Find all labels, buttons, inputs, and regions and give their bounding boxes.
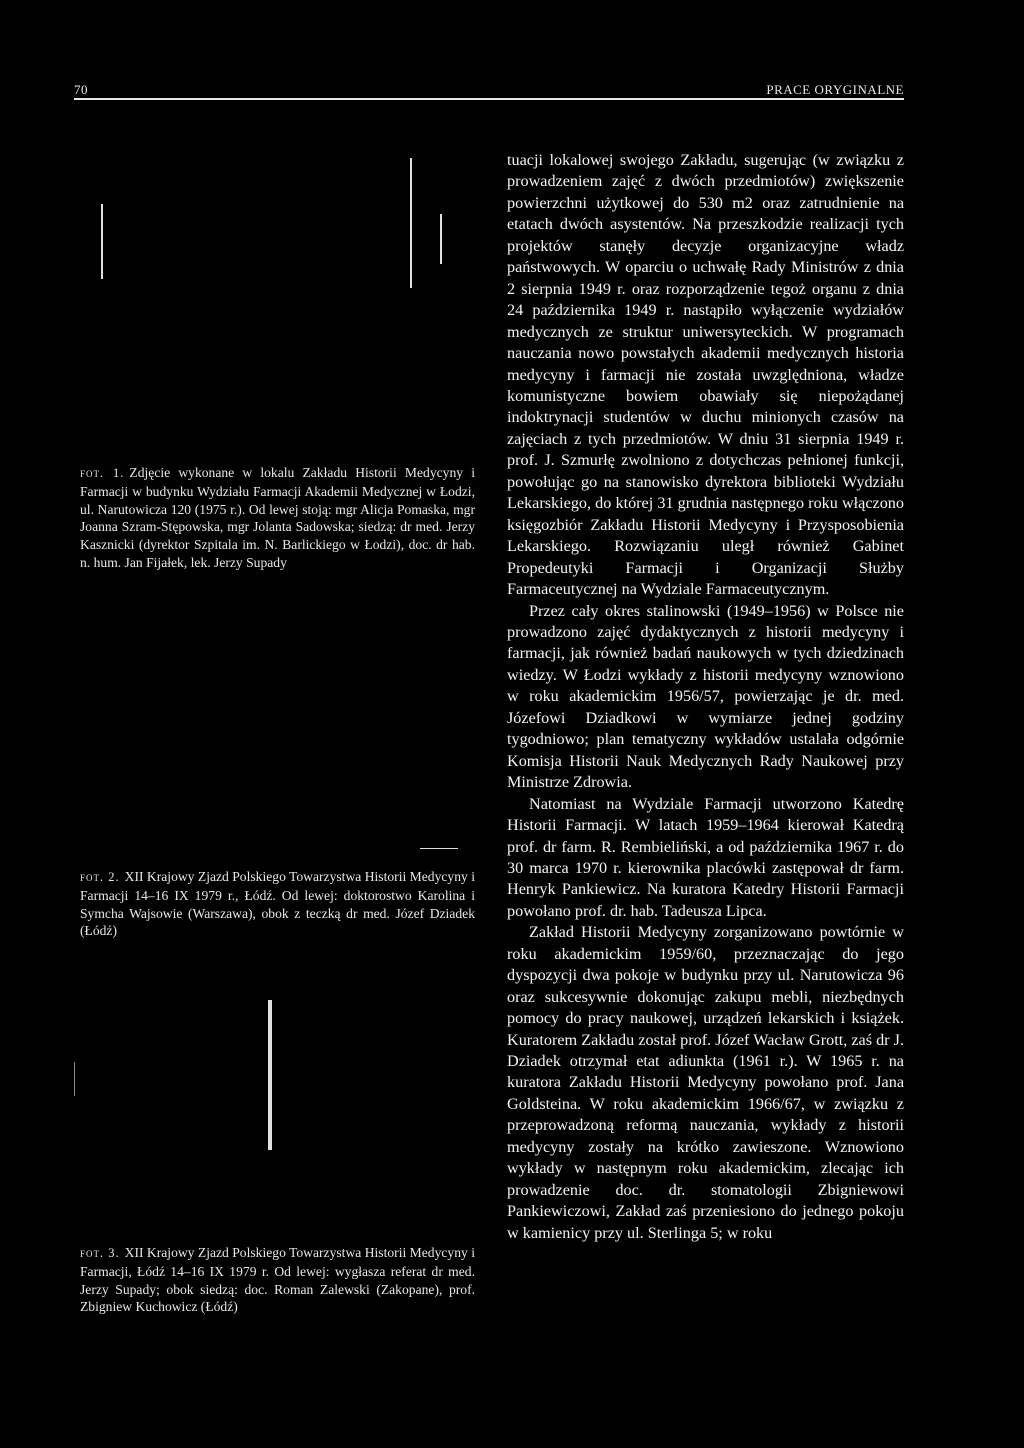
photo-3-frame-line: [74, 1062, 75, 1096]
photo-2-caption-text: XII Krajowy Zjazd Polskiego Towarzystwa Historii Medycyny i Farmacji 14–16 IX 1979 r., Łódź. Od lewej: doktorostwo Karolina i Symcha Wajsowie (Warszawa), obok z teczką dr med. Józef Dziadek (Łódź): [80, 869, 475, 939]
photo-1-label: fot. 1.: [80, 466, 125, 480]
photo-2-frame-line: [420, 848, 458, 849]
photo-3-label: fot. 3.: [80, 1246, 120, 1260]
body-paragraph: Natomiast na Wydziale Farmacji utworzono Katedrę Historii Farmacji. W latach 1959–1964 kierował Katedrą prof. dr farm. R. Rembieliński, a od października 1967 r. do 30 marca 1970 r. kierownika placówki zastępował dr farm. Henryk Pankiewicz. Na kuratora Katedry Historii Farmacji powołano prof. dr. hab. Tadeusza Lipca.: [507, 794, 904, 920]
body-paragraph: Przez cały okres stalinowski (1949–1956) w Polsce nie prowadzono zajęć dydaktycznych z historii medycyny i farmacji, jak również badań naukowych w tych dziedzinach wiedzy. W Łodzi wykłady z historii medycyny wznowiono w roku akademickim 1956/57, powierzając je dr. med. Józefowi Dziadkowi w wymiarze jednej godziny tygodniowo; plan tematyczny wykładów ustalała odgórnie Komisja Historii Nauk Medycznych Rady Naukowej przy Ministrze Zdrowia.: [507, 601, 904, 792]
photo-2-caption: [80, 868, 475, 940]
body-text-column: [507, 150, 904, 1244]
photo-2-label: fot. 2.: [80, 870, 120, 884]
photo-1-frame-line: [410, 158, 412, 288]
running-title: PRACE ORYGINALNE: [766, 82, 904, 97]
photo-1-caption: [80, 464, 475, 572]
photo-1-frame-line: [440, 214, 442, 264]
photo-3-frame-line: [268, 1000, 272, 1150]
page-number: 70: [74, 82, 88, 97]
photo-1-caption-text: Zdjęcie wykonane w lokalu Zakładu Historii Medycyny i Farmacji w budynku Wydziału Farmacji Akademii Medycznej w Łodzi, ul. Narutowicza 120 (1975 r.). Od lewej stoją: mgr Alicja Pomaska, mgr Joanna Szram-Stępowska, mgr Jolanta Sadowska; siedzą: dr med. Jerzy Kasznicki (dyrektor Szpitala im. N. Barlickiego w Łodzi), doc. dr hab. n. hum. Jan Fijałek, lek. Jerzy Supady: [80, 465, 475, 570]
body-paragraph: Zakład Historii Medycyny zorganizowano powtórnie w roku akademickim 1959/60, przeznaczając do jego dyspozycji dwa pokoje w budynku przy ul. Narutowicza 96 oraz sukcesywnie dokonując zakupu mebli, niezbędnych pomocy do pracy naukowej, urządzeń lekarskich i książek. Kuratorem Zakładu został prof. Józef Wacław Grott, zaś dr J. Dziadek otrzymał etat adiunkta (1961 r.). W 1965 r. na kuratora Zakładu Historii Medycyny powołano prof. Jana Goldsteina. W roku akademickim 1966/67, w związku z przeprowadzoną reformą nauczania, wykłady z historii medycyny zostały na krótko zawieszone. Wznowiono wykłady w następnym roku akademickim, zlecając ich prowadzenie doc. dr. stomatologii Zbigniewowi Pankiewiczowi, Zakład zaś przeniesiono do jednego pokoju w kamienicy przy ul. Sterlinga 5; w roku: [507, 923, 904, 1242]
photo-3-caption: [80, 1244, 475, 1316]
photo-1-frame-line: [101, 204, 103, 279]
photo-3-caption-text: XII Krajowy Zjazd Polskiego Towarzystwa Historii Medycyny i Farmacji, Łódź 14–16 IX 1979 r. Od lewej: wygłasza referat dr med. Jerzy Supady; obok siedzą: doc. Roman Zalewski (Zakopane), prof. Zbigniew Kuchowicz (Łódź): [80, 1245, 475, 1315]
body-paragraph: tuacji lokalowej swojego Zakładu, sugerując (w związku z prowadzeniem zajęć z dwóch przedmiotów) zwiększenie powierzchni użytkowej do 530 m2 oraz zatrudnienie na etatach dwóch asystentów. Na przeszkodzie realizacji tych projektów stanęły decyzje organizacyjne władz państwowych. W oparciu o uchwałę Rady Ministrów z dnia 2 sierpnia 1949 r. oraz rozporządzenie tegoż organu z dnia 24 października 1949 r. nastąpiło wyłączenie wydziałów medycznych ze struktur uniwersyteckich. W programach nauczania nowo powstałych akademii medycznych historia medycyny i farmacji nie została uwzględniona, władze komunistyczne bowiem obawiały się niepożądanej indoktrynacji studentów w duchu minionych czasów na zajęciach z tych przedmiotów. W dniu 31 sierpnia 1949 r. prof. J. Szmurłę zwolniono z dotychczas pełnionej funkcji, powołując go na stanowisko dyrektora biblioteki Wydziału Lekarskiego, do której 31 grudnia następnego roku włączono księgozbiór Zakładu Historii Medycyny i Przysposobienia Lekarskiego. Rozwiązaniu uległ również Gabinet Propedeutyki Farmacji i Organizacji Służby Farmaceutycznej na Wydziale Farmaceutycznym.: [507, 151, 904, 599]
header-rule: [74, 98, 904, 100]
